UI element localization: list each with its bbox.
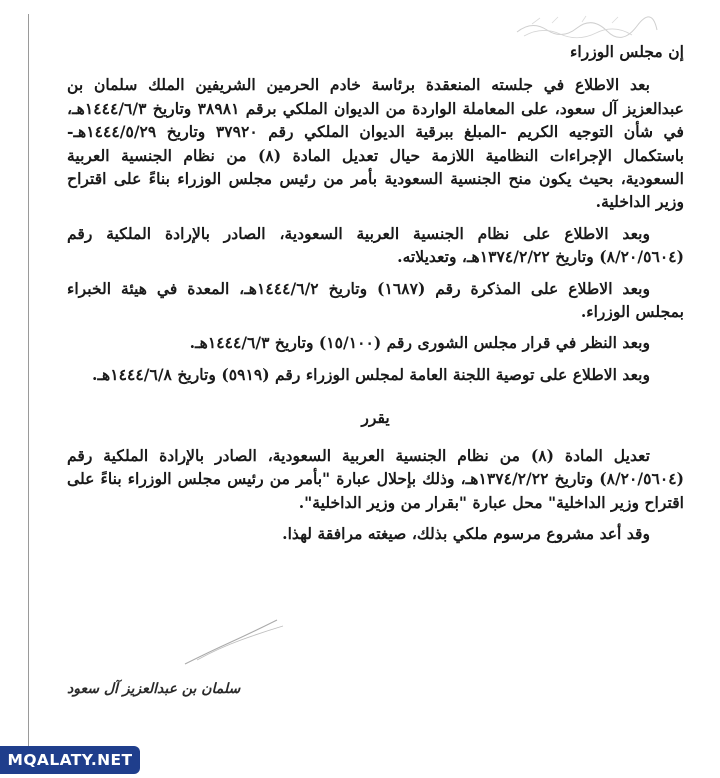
recital-paragraph: وبعد الاطلاع على توصية اللجنة العامة لمجلس الوزراء رقم (٥٩١٩) وتاريخ ١٤٤٤/٦/٨هـ. — [92, 364, 650, 384]
watermark-text: MQALATY.NET — [7, 751, 133, 769]
recital-paragraph: وبعد الاطلاع على المذكرة رقم (١٦٨٧) وتاريخ ١٤٤٤/٦/٢هـ، المعدة في هيئة الخبراء بمجلس الوزراء. — [67, 278, 684, 322]
opening-line: إن مجلس الوزراء — [570, 42, 684, 61]
recital-paragraph: وبعد الاطلاع على نظام الجنسية العربية السعودية، الصادر بالإرادة الملكية رقم (٨/٢٠/٥٦٠٤) وتاريخ ١٣٧٤/٢/٢٢هـ، وتعديلاته. — [67, 223, 684, 267]
decision-heading: يقرر — [361, 408, 390, 428]
decision-paragraph: تعديل المادة (٨) من نظام الجنسية العربية السعودية، الصادر بالإرادة الملكية رقم (٨/٢٠/٥٦٠٤) وتاريخ ١٣٧٤/٢/٢٢هـ، وذلك بإحلال عبارة "بأمر من رئيس مجلس الوزراء بناءً على اقتراح وزير الداخلية" محل عبارة "بقرار من وزير الداخلية". — [67, 445, 684, 512]
handwritten-mark — [179, 612, 289, 672]
document-page — [28, 14, 684, 758]
decision-paragraph: وقد أعد مشروع مرسوم ملكي بذلك، صيغته مرافقة لهذا. — [282, 523, 650, 543]
site-watermark — [0, 746, 140, 774]
decree-body — [67, 40, 684, 545]
recital-paragraph: وبعد النظر في قرار مجلس الشورى رقم (١٥/١٠٠) وتاريخ ١٤٤٤/٦/٣هـ. — [189, 333, 650, 353]
recital-paragraph: بعد الاطلاع في جلسته المنعقدة برئاسة خادم الحرمين الشريفين الملك سلمان بن عبدالعزيز آل سعود، على المعاملة الواردة من الديوان الملكي برقم ٣٨٩٨١ وتاريخ ١٤٤٤/٦/٣هـ، في شأن التوجيه الكريم -المبلغ ببرقية الديوان الملكي رقم ٣٧٩٢٠ وتاريخ ١٤٤٤/٥/٢٩هـ- باستكمال الإجراءات النظامية اللازمة حيال تعديل المادة (٨) من نظام الجنسية العربية السعودية، بحيث يكون منح الجنسية السعودية بأمر من رئيس مجلس الوزراء بناءً على اقتراح وزير الداخلية. — [67, 75, 684, 212]
seal-stamp — [512, 14, 662, 40]
signature-name: سلمان بن عبدالعزيز آل سعود — [67, 681, 241, 697]
